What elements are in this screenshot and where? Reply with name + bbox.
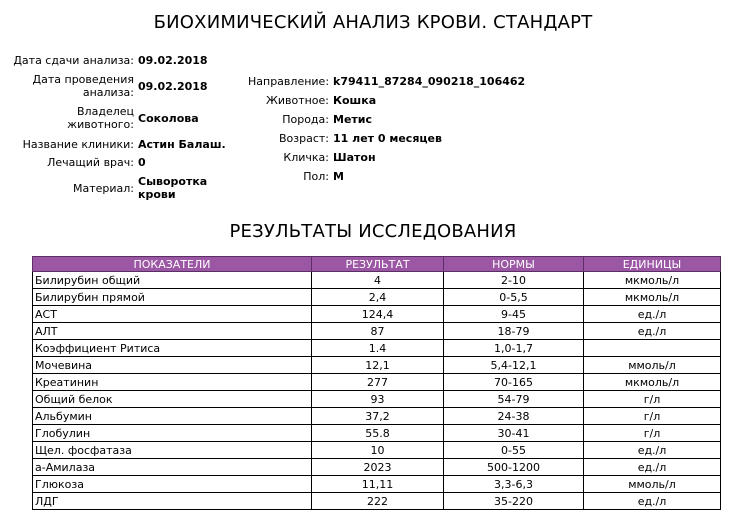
indicator-cell: Мочевина [33,357,312,374]
indicator-cell: Альбумин [33,408,312,425]
indicator-cell: Общий белок [33,391,312,408]
units-cell: ед./л [584,306,721,323]
info-row-breed [248,112,525,126]
table-row [33,306,721,323]
norm-cell: 2-10 [444,272,584,289]
norm-cell: 5,4-12,1 [444,357,584,374]
indicator-cell: а-Амилаза [33,459,312,476]
result-cell: 55.8 [312,425,444,442]
results-header-row [33,257,721,272]
table-row [33,289,721,306]
info-label: Возраст: [278,131,329,145]
info-label: Дата проведения анализа: [32,73,134,99]
info-row-clinic [0,137,248,151]
table-row [33,340,721,357]
info-value: Кошка [333,93,377,107]
table-row [33,272,721,289]
result-cell: 4 [312,272,444,289]
info-value: М [333,169,344,183]
units-cell: ед./л [584,459,721,476]
table-row [33,442,721,459]
info-row-nickname [248,150,525,164]
table-row [33,408,721,425]
info-value: 0 [138,155,146,169]
indicator-cell: Коэффициент Ритиса [33,340,312,357]
units-cell: мкмоль/л [584,289,721,306]
info-row-doctor [0,155,248,169]
info-value: Сыворотка крови [138,175,208,201]
result-cell: 12,1 [312,357,444,374]
info-value: Шатон [333,150,376,164]
info-value: k79411_87284_090218_106462 [333,74,526,88]
info-value: Метис [333,112,373,126]
norm-cell: 54-79 [444,391,584,408]
info-value: Соколова [138,111,199,125]
info-row-age [248,131,525,145]
indicator-cell: ЛДГ [33,493,312,510]
info-value: 11 лет 0 месяцев [333,131,442,145]
indicator-cell: Креатинин [33,374,312,391]
table-row [33,357,721,374]
units-cell [584,340,721,357]
table-row [33,459,721,476]
info-label: Животное: [265,93,329,107]
patient-info-left [0,53,248,203]
result-cell: 1.4 [312,340,444,357]
units-cell: ед./л [584,442,721,459]
result-cell: 10 [312,442,444,459]
info-label: Кличка: [283,150,329,164]
info-label: Название клиники: [22,137,134,151]
info-label: Пол: [303,169,329,183]
table-row [33,493,721,510]
info-label: Владелец животного: [67,105,134,131]
info-value: Астин Балаш. [138,137,226,151]
result-cell: 11,11 [312,476,444,493]
result-cell: 37,2 [312,408,444,425]
column-header-units: ЕДИНИЦЫ [584,257,721,272]
info-value: 09.02.2018 [138,53,208,67]
units-cell: ед./л [584,493,721,510]
indicator-cell: АСТ [33,306,312,323]
norm-cell: 0-5,5 [444,289,584,306]
result-cell: 124,4 [312,306,444,323]
norm-cell: 30-41 [444,425,584,442]
units-cell: г/л [584,425,721,442]
units-cell: ммоль/л [584,357,721,374]
table-row [33,323,721,340]
info-label: Порода: [282,112,329,126]
info-row-material [0,173,248,203]
indicator-cell: Билирубин общий [33,272,312,289]
result-cell: 2023 [312,459,444,476]
result-cell: 2,4 [312,289,444,306]
info-row-animal [248,93,525,107]
norm-cell: 18-79 [444,323,584,340]
norm-cell: 1,0-1,7 [444,340,584,357]
result-cell: 87 [312,323,444,340]
patient-info-right [248,74,525,183]
result-cell: 93 [312,391,444,408]
page-title: БИОХИМИЧЕСКИЙ АНАЛИЗ КРОВИ. СТАНДАРТ [153,12,593,33]
table-row [33,391,721,408]
indicator-cell: Билирубин прямой [33,289,312,306]
norm-cell: 500-1200 [444,459,584,476]
info-label: Направление: [248,74,330,88]
result-cell: 222 [312,493,444,510]
info-label: Дата сдачи анализа: [13,53,134,67]
info-label: Лечащий врач: [47,155,134,169]
info-value: 09.02.2018 [138,79,208,93]
units-cell: ммоль/л [584,476,721,493]
results-body [33,272,721,510]
info-row-analysis-date [0,71,248,101]
column-header-indicator: ПОКАЗАТЕЛИ [33,257,312,272]
info-row-referral [248,74,525,88]
norm-cell: 70-165 [444,374,584,391]
result-cell: 277 [312,374,444,391]
info-row-sex [248,169,525,183]
units-cell: мкмоль/л [584,374,721,391]
info-label: Материал: [72,181,134,195]
norm-cell: 0-55 [444,442,584,459]
indicator-cell: Щел. фосфатаза [33,442,312,459]
indicator-cell: АЛТ [33,323,312,340]
units-cell: ед./л [584,323,721,340]
indicator-cell: Глюкоза [33,476,312,493]
units-cell: г/л [584,391,721,408]
indicator-cell: Глобулин [33,425,312,442]
info-row-owner [0,103,248,133]
units-cell: г/л [584,408,721,425]
results-table [32,256,721,510]
norm-cell: 3,3-6,3 [444,476,584,493]
norm-cell: 24-38 [444,408,584,425]
results-title: РЕЗУЛЬТАТЫ ИССЛЕДОВАНИЯ [229,221,517,242]
info-row-submit-date [0,53,248,67]
table-row [33,374,721,391]
table-row [33,425,721,442]
table-row [33,476,721,493]
norm-cell: 35-220 [444,493,584,510]
units-cell: мкмоль/л [584,272,721,289]
column-header-result: РЕЗУЛЬТАТ [312,257,444,272]
column-header-norm: НОРМЫ [444,257,584,272]
norm-cell: 9-45 [444,306,584,323]
